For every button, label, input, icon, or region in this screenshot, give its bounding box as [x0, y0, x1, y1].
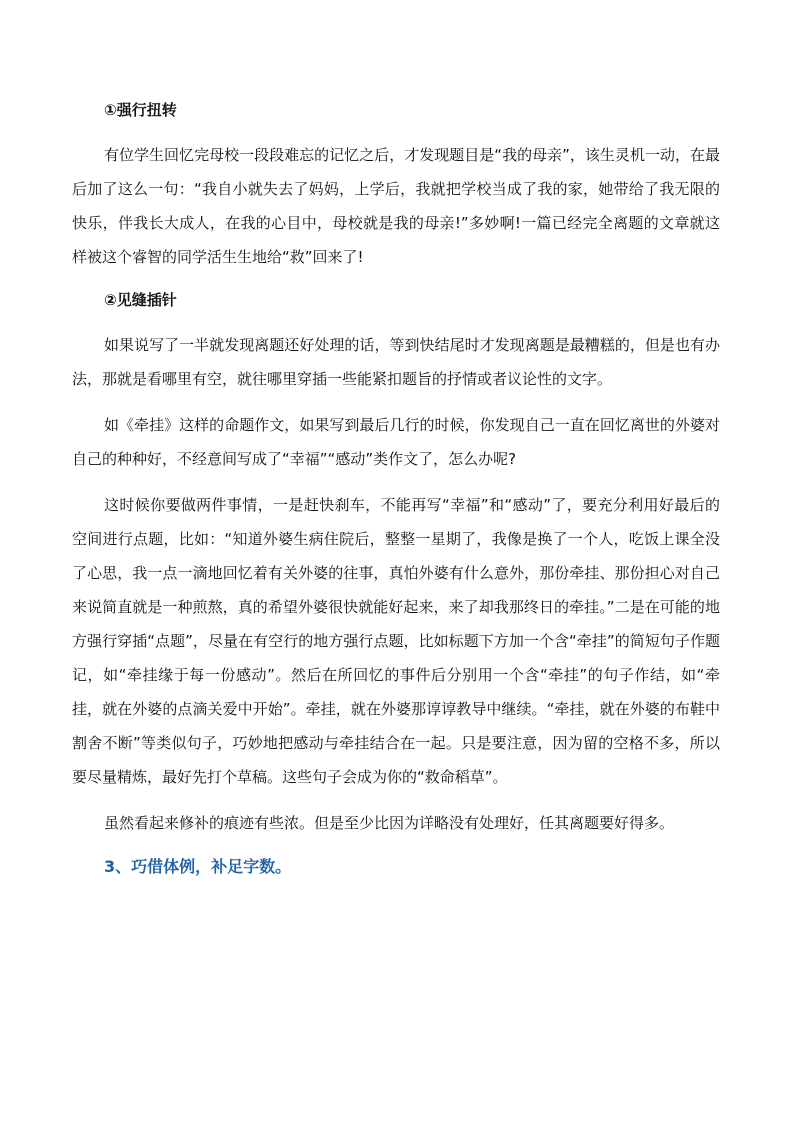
paragraph-insert-intro: 如果说写了一半就发现离题还好处理的话，等到快结尾时才发现离题是最糟糕的，但是也有办法，那就是看哪里有空，就往哪里穿插一些能紧扣题旨的抒情或者议论性的文字。 [72, 336, 720, 388]
paragraph-conclusion: 虽然看起来修补的痕迹有些浓。但是至少比因为详略没有处理好，任其离题要好得多。 [104, 814, 675, 832]
section-title-3: 3、巧借体例，补足字数。 [104, 857, 292, 876]
paragraph-example-question: 如《牵挂》这样的命题作文，如果写到最后几行的时候，你发现自己一直在回忆离世的外婆对自己的种种好，不经意间写成了“幸福”“感动”类作文了，怎么办呢? [72, 416, 720, 468]
subheading-insert-in-gaps: ②见缝插针 [104, 291, 177, 309]
subheading-forced-turn: ①强行扭转 [104, 101, 177, 119]
paragraph-forced-turn: 有位学生回忆完母校一段段难忘的记忆之后，才发现题目是“我的母亲”，该生灵机一动，在最后加了这么一句：“我自小就失去了妈妈，上学后，我就把学校当成了我的家，她带给了我无限的快乐，伴我长大成人，在我的心目中，母校就是我的母亲!”多妙啊!一篇已经完全离题的文章就这样被这个睿智的同学活生生地给“救”回来了! [72, 146, 720, 266]
paragraph-two-steps: 这时候你要做两件事情，一是赶快刹车，不能再写“幸福”和“感动”了，要充分利用好最后的空间进行点题，比如：“知道外婆生病住院后，整整一星期了，我像是换了一个人，吃饭上课全没了心思，我一点一滴地回忆着有关外婆的往事，真怕外婆有什么意外，那份牵挂、那份担心对自己来说简直就是一种煎熬，真的希望外婆很快就能好起来，来了却我那终日的牵挂。”二是在可能的地方强行穿插“点题”，尽量在有空行的地方强行点题，比如标题下方加一个含“牵挂”的简短句子作题记，如“牵挂缘于每一份感动”。然后在所回忆的事件后分别用一个含“牵挂”的句子作结，如“牵挂，就在外婆的点滴关爱中开始”。牵挂，就在外婆那谆谆教导中继续。“牵挂，就在外婆的布鞋中割舍不断”等类似句子，巧妙地把感动与牵挂结合在一起。只是要注意，因为留的空格不多，所以要尽量精炼，最好先打个草稿。这些句子会成为你的“救命稻草”。 [72, 496, 720, 786]
document-content [72, 96, 720, 882]
